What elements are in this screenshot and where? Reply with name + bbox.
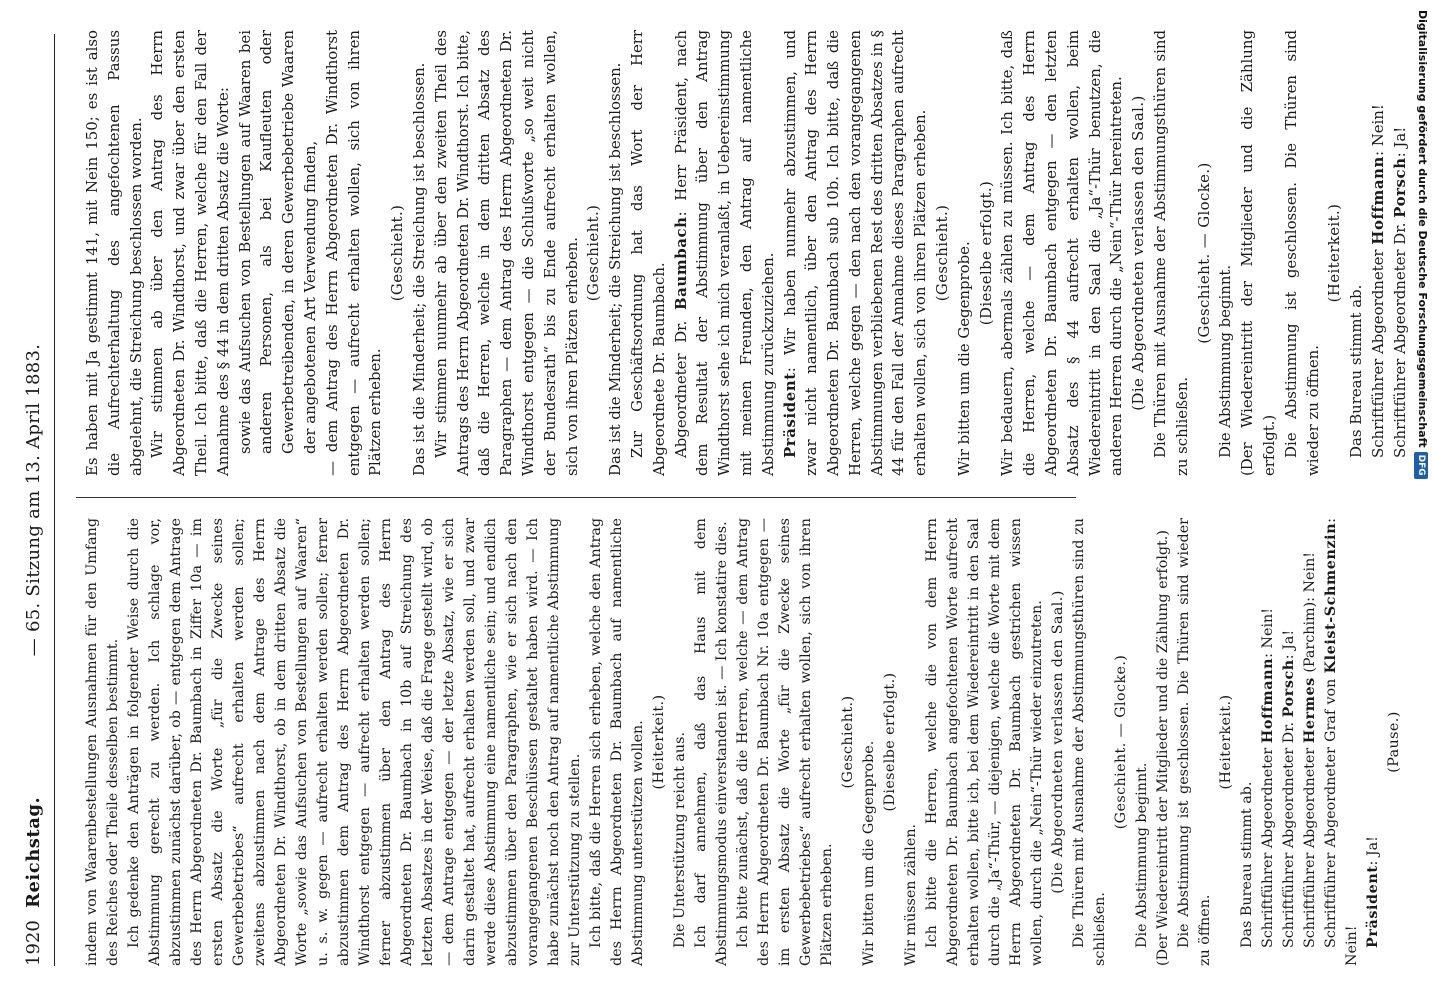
stage-direction: (Pause.) [1386, 711, 1402, 773]
paragraph: Ich bitte zunächst, daß die Herren, welche — dem Antrag des Herrn Abgeordneten Dr. Baumbach Nr. 10a entgegen — im ersten Absatz die Worte „für die Zwecke seines Gewerbebetriebes“ aufrecht erhalten wollen, sich von ihren Plätzen erheben. [735, 518, 835, 966]
speaker-name: Hermes [1302, 677, 1318, 744]
funding-text: Digitalisierung gefördert durch die Deutsche Forschungsgemeinschaft [1416, 10, 1429, 448]
paragraph: Es haben mit Ja gestimmt 141, mit Nein 150; es ist also die Aufrechterhaltung des angefochtenen Passus abgelehnt, die Streichung beschlossen worden. [83, 30, 145, 476]
vote: (Parchim): Nein! [1302, 551, 1318, 678]
vote: : Ja! [1390, 126, 1409, 158]
stage-direction: (Geschieht. — Glocke.) [1113, 654, 1129, 830]
vote: : Nein! [1260, 608, 1276, 658]
speaker-label: Schriftführer Abgeordneter Graf von [1323, 678, 1339, 948]
stage-direction: (Der Wiedereintritt der Mitglieder und die Zählung erfolgt.) [1238, 30, 1279, 476]
speech-text: : Herr Präsident, nach dem Resultat der Abstimmung über den Antrag Windthorst sehe ich mich veranlaßt, in Uebereinstimmung mit meinen Freunden, den Antrag auf namentliche Abstimmung zurückzuziehen. [671, 30, 777, 476]
paragraph: Die Abstimmung beginnt. [1134, 762, 1150, 948]
speaker-label: Schriftführer Abgeordneter Dr. [1281, 721, 1297, 948]
page-header [24, 0, 64, 1000]
stage-direction: (Geschieht.) [388, 204, 407, 302]
stage-direction: (Geschieht. — Glocke.) [1194, 162, 1213, 344]
speaker-name: Präsident [1365, 865, 1381, 948]
stage-direction: (Der Wiedereintritt der Mitglieder und die Zählung erfolgt.) [1155, 530, 1171, 966]
paragraph: — dem Antrag des Herrn Abgeordneten Dr. Windthorst entgegen — aufrecht erhalten wollen, sich von ihren Plätzen erheben. [322, 30, 385, 476]
speaker-name: Hoffmann [1369, 156, 1388, 245]
paragraph: Ich bitte die Herren, welche die von dem Herrn Abgeordneten Dr. Baumbach angefochtenen Worte aufrecht erhalten wollen, bitte ich, bei dem Wiedereintritt in den Saal durch die „Ja“-Thür, — diejenigen, welche die Worte mit dem Herrn Abgeordneten Dr. Baumbach gestrichen wissen wollen, durch die „Nein“-Thür wieder einzutreten. [924, 518, 1045, 966]
digitization-sidebar [1405, 0, 1432, 1000]
stage-direction: (Heiterkeit.) [651, 694, 667, 790]
stage-direction: (Die Abgeordneten verlassen den Saal.) [1129, 95, 1148, 411]
paragraph: Wir bitten um die Gegenprobe. [954, 241, 973, 476]
vote-line [1300, 518, 1321, 966]
right-column [82, 30, 1412, 476]
quoted-text: sowie das Aufsuchen von Bestellungen auf Waaren bei anderen Personen, als bei Kaufleuten oder Gewerbetreibenden, in deren Gewerbebetriebe Waaren der angebotenen Art Verwendung finden, [235, 30, 319, 454]
page-number: 1920 [23, 920, 44, 966]
paragraph: Die Unterstützung reicht aus. [672, 731, 688, 948]
paragraph: indem von Waarenbestellungen Ausnahmen für den Umfang des Reiches oder Theile desselben bestimmt. [84, 518, 121, 966]
speaker-name: Kleist-Schmenzin [1323, 522, 1339, 674]
stage-direction: (Geschieht.) [840, 695, 856, 789]
speaker-name: Baumbach [671, 216, 690, 310]
stage-direction: (Dieselbe erfolgt.) [882, 672, 898, 812]
vote-line [1279, 518, 1300, 966]
speaker-label: Schriftführer Abgeordneter [1302, 747, 1318, 948]
speaker-name: Porsch [1281, 659, 1297, 718]
speaker-paragraph [780, 30, 933, 476]
speaker-name: Porsch [1390, 157, 1409, 218]
paragraph: Die Abstimmung beginnt. [1216, 264, 1235, 458]
paragraph: Das ist die Minderheit; die Streichung ist beschlossen. [606, 62, 625, 476]
paragraph: Das Bureau stimmt ab. [1239, 781, 1255, 948]
speaker-name: Hoffmann [1260, 657, 1276, 744]
paragraph: Wir stimmen nunmehr ab über den zweiten Theil des Antrags des Herrn Abgeordneten Dr. Windthorst. Ich bitte, daß die Herren, welche in dem dritten Absatz des Paragraphen — dem Antrag des Herrn Abgeordneten Dr. Windthorst entgegen — die Schlußworte „so weit nicht der Bundesrath“ bis zu Ende aufrecht erhalten wollen, sich von ihren Plätzen erheben. [431, 30, 581, 476]
vote-line [1363, 518, 1384, 966]
vote: : Nein! [1369, 104, 1388, 157]
stage-direction: (Heiterkeit.) [1218, 694, 1234, 790]
paragraph: Zur Geschäftsordnung hat das Wort der Herr Abgeordnete Dr. Baumbach. [627, 30, 668, 476]
paragraph: Die Abstimmung ist geschlossen. Die Thüren sind wieder zu öffnen. [1281, 30, 1322, 476]
speaker-label: Schriftführer Abgeordneter [1369, 249, 1388, 458]
paragraph: Die Thüren mit Ausnahme der Abstimmungsthüren sind zu schließen. [1151, 30, 1191, 476]
speaker-name: Präsident [780, 372, 799, 458]
speaker-paragraph [671, 30, 780, 476]
publication-title: Reichstag. [23, 796, 44, 908]
paragraph: Die Abstimmung ist geschlossen. Die Thüren sind wieder zu öffnen. [1176, 518, 1213, 966]
speaker-label: Schriftführer Abgeordneter [1260, 747, 1276, 948]
vote-line [1321, 518, 1363, 966]
paragraph: Wir bedauern, abermals zählen zu müssen. Ich bitte, daß die Herren, welche — dem Antrag des Herrn Abgeordneten Dr. Baumbach entgegen — den letzten Absatz des § 44 aufrecht erhalten wollen, beim Wiedereintritt in den Saal die „Ja“-Thür benutzen, die anderen Herren durch die „Nein“-Thür hereintreten. [998, 30, 1126, 476]
column-divider [76, 497, 1076, 498]
vote-line [1258, 518, 1279, 966]
paragraph: Das ist die Minderheit; die Streichung ist beschlossen. [409, 62, 428, 476]
header-rule [54, 34, 55, 966]
stage-direction: (Geschieht.) [933, 204, 952, 302]
paragraph: Wir stimmen ab über den Antrag des Herrn Abgeordneten Dr. Windthorst, und zwar über den ersten Theil. Ich bitte, daß die Herren, welche für den Fall der Annahme des § 44 in dem dritten Absatz die Worte: [148, 30, 232, 476]
stage-direction: (Dieselbe erfolgt.) [976, 180, 995, 326]
vote-line [1368, 30, 1390, 476]
paragraph: Ich darf annehmen, daß das Haus mit dem Abstimmungsmodus einverstanden ist. — Ich konstatire dies. [693, 518, 730, 966]
vote: : Nein! [1323, 517, 1360, 966]
paragraph: Die Thüren mit Ausnahme der Abstimmungsthüren sind zu schließen. [1071, 518, 1108, 966]
stage-direction: (Die Abgeordneten verlassen den Saal.) [1050, 590, 1066, 894]
paragraph: Wir müssen zählen. [903, 823, 919, 966]
speaker-label: Schriftführer Abgeordneter Dr. [1390, 222, 1409, 458]
speech-text: : Wir haben nunmehr abzustimmen, und zwar nicht namentlich, über den Antrag des Herrn Abgeordneten Dr. Baumbach sub 10b. Ich bitte, daß die Herren, welche gegen — den nach den vorangegangenen Abstimmungen verbliebenen Rest des dritten Absatzes in § 44 für den Fall der Annahme dieses Paragraphen aufrecht erhalten wollen, sich von ihren Plätzen erheben. [780, 29, 930, 476]
dfg-logo: DFG [1414, 452, 1428, 479]
paragraph: Ich bitte, daß die Herren sich erheben, welche den Antrag des Herrn Abgeordneten Dr. Baumbach auf namentliche Abstimmung unterstützen wollen. [588, 518, 646, 966]
stage-direction: (Heiterkeit.) [1325, 203, 1344, 303]
vote: : Ja! [1365, 836, 1381, 866]
vote: : Ja! [1281, 629, 1297, 660]
paragraph: Das Bureau stimmt ab. [1347, 284, 1366, 458]
speaker-label: Abgeordneter Dr. [671, 320, 690, 458]
stage-direction: (Geschieht.) [584, 204, 603, 302]
session-title: — 65. Sitzung am 13. April 1883. [23, 343, 44, 657]
left-column [82, 518, 1405, 966]
funding-note [1412, 10, 1432, 990]
paragraph: Ich gedenke den Anträgen in folgender Weise durch die Abstimmung gerecht zu werden. Ich schlage vor, abzustimmen zunächst darüber, ob — entgegen dem Antrage des Herrn Abgeordneten Dr. Baumbach in Ziffer 10a — im ersten Absatz die Worte „für die Zwecke seines Gewerbebetriebes“ aufrecht erhalten werden sollen; zweitens abzustimmen nach dem Antrage des Herrn Abgeordneten Dr. Windthorst, ob in dem dritten Absatz die Worte „sowie das Aufsuchen von Bestellungen auf Waaren“ u. s. w. gegen — aufrecht erhalten werden sollen; ferner abzustimmen dem Antrag des Herrn Abgeordneten Dr. Windthorst entgegen — aufrecht erhalten werden sollen; ferner abzustimmen über den Antrag des Herrn Abgeordneten Dr. Baumbach in 10b auf Streichung des letzten Absatzes in der Weise, daß die Frage gestellt wird, ob — dem Antrage entgegen — der letzte Absatz, wie er sich darin gestaltet hat, aufrecht erhalten werden soll, und zwar werde diese Abstimmung eine namentliche sein; und endlich abzustimmen über den Paragraphen, wie er sich nach den vorangegangenen Beschlüssen gestaltet haben wird. — Ich habe zunächst noch den Antrag auf namentliche Abstimmung zur Unterstützung zu stellen. [126, 518, 583, 966]
paragraph: Wir bitten um die Gegenprobe. [861, 740, 877, 966]
